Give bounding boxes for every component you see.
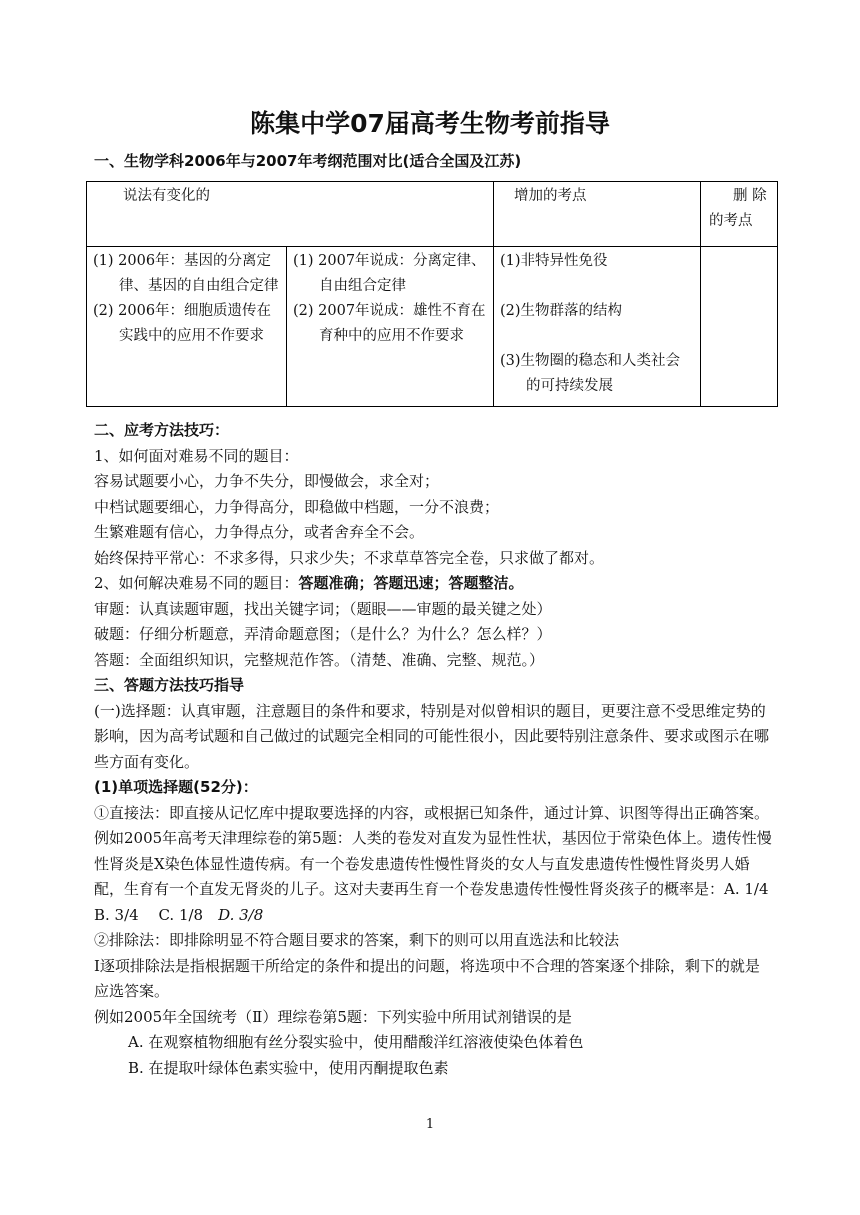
header-removed — [701, 182, 778, 247]
paragraph: ①直接法：即直接从记忆库中提取要选择的内容，或根据已知条件，通过计算、识图等得出正确答案。 — [94, 803, 770, 822]
cell-2006 — [87, 247, 287, 407]
list-item: (1)非特异性免役 — [500, 253, 608, 269]
option-b: B. 在提取叶绿体色素实验中，使用丙酮提取色素 — [128, 1058, 449, 1077]
q2-emphasis: 答题准确；答题迅速；答题整洁。 — [298, 574, 524, 592]
page-title: 陈集中学07届高考生物考前指导 — [250, 109, 610, 138]
list-item: (2)生物群落的结构 — [500, 303, 623, 319]
header-removed-line2: 的考点 — [709, 213, 753, 229]
list-item: (1) 2006年：基因的分离定律、基因的自由组合定律 — [93, 253, 279, 294]
paragraph: 破题：仔细分析题意，弄清命题意图；（是什么？为什么？怎么样？） — [94, 625, 552, 643]
paragraph: 始终保持平常心：不求多得，只求少失；不求草草答完全卷，只求做了都对。 — [94, 548, 605, 567]
table-row — [87, 247, 778, 407]
list-item: (2) 2006年：细胞质遗传在实践中的应用不作要求 — [93, 303, 272, 344]
paragraph: 容易试题要小心，力争不失分，即慢做会，求全对； — [94, 472, 440, 490]
section-1-heading: 一、生物学科2006年与2007年考纲范围对比(适合全国及江苏) — [94, 152, 522, 170]
paragraph: ②排除法：即排除明显不符合题目要求的答案，剩下的则可以用直选法和比较法 — [94, 931, 620, 949]
header-added: 增加的考点 — [494, 182, 701, 247]
header-removed-line1: 删 除 — [733, 188, 767, 204]
section-2-heading: 二、应考方法技巧： — [94, 421, 230, 439]
subsection-heading: (1)单项选择题(52分)： — [94, 778, 258, 796]
list-item: (2) 2007年说成：雄性不育在育种中的应用不作要求 — [293, 303, 486, 344]
list-item: (3)生物圈的稳态和人类社会的可持续发展 — [500, 353, 681, 394]
paragraph: 例如2005年全国统考（Ⅱ）理综卷第5题：下列实验中所用试剂错误的是 — [94, 1007, 572, 1026]
cell-removed — [701, 247, 778, 407]
example-1-answer: D. 3/8 — [218, 905, 264, 924]
paragraph — [94, 571, 772, 597]
q2-prefix: 2、如何解决难易不同的题目： — [94, 574, 299, 592]
paragraph: (一)选择题：认真审题，注意题目的条件和要求，特别是对似曾相识的题目，更要注意不受思维定势的影响，因为高考试题和自己做过的试题完全相同的可能性很小，因此要特别注意条件、要求或图示在哪些方面有变化。 — [94, 701, 770, 771]
list-item: (1) 2007年说成：分离定律、自由组合定律 — [293, 253, 486, 294]
paragraph: 审题：认真读题审题，找出关键字词；（题眼——审题的最关键之处） — [94, 599, 552, 618]
example-1-text: 例如2005年高考天津理综卷的第5题：人类的卷发对直发为显性性状，基因位于常染色体上。遗传性慢性肾炎是X染色体显性遗传病。有一个卷发患遗传性慢性肾炎的女人与直发患遗传性慢性肾炎男人婚配，生育有一个直发无肾炎的儿子。这对夫妻再生育一个卷发患遗传性慢性肾炎孩子的概率是：A. 1/4 B. 3/4 C. 1/8 — [94, 829, 789, 924]
paragraph: 答题：全面组织知识，完整规范作答。（清楚、准确、完整、规范。） — [94, 650, 545, 669]
paragraph: Ⅰ逐项排除法是指根据题干所给定的条件和提出的问题，将选项中不合理的答案逐个排除，剩下的就是应选答案。 — [94, 956, 760, 1000]
paragraph: 1、如何面对难易不同的题目： — [94, 446, 299, 465]
syllabus-comparison-table — [86, 181, 778, 407]
paragraph — [94, 826, 789, 928]
paragraph: 中档试题要细心，力争得高分，即稳做中档题，一分不浪费； — [94, 497, 500, 516]
table-header-row — [87, 182, 778, 247]
page-number: 1 — [425, 1117, 435, 1132]
option-a: A. 在观察植物细胞有丝分裂实验中，使用醋酸洋红溶液使染色体着色 — [128, 1033, 584, 1051]
cell-added — [494, 247, 701, 407]
section-3-heading: 三、答题方法技巧指导 — [94, 676, 245, 694]
cell-2007 — [287, 247, 494, 407]
paragraph: 生繁难题有信心，力争得点分，或者舍弃全不会。 — [94, 523, 425, 541]
main-body — [94, 418, 789, 1081]
header-changed: 说法有变化的 — [87, 182, 494, 247]
